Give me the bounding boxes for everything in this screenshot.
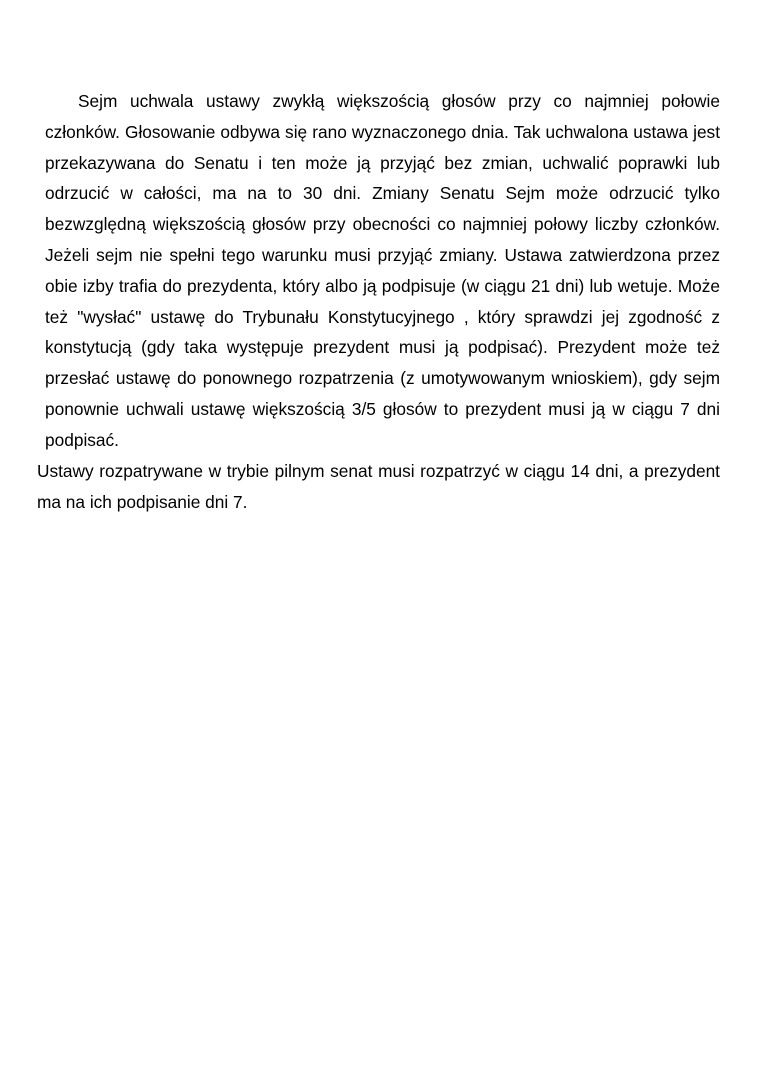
paragraph-urgent-procedure: Ustawy rozpatrywane w trybie pilnym senat musi rozpatrzyć w ciągu 14 dni, a prezydent ma na ich podpisanie dni 7. (37, 461, 720, 512)
paragraph-legislative-process: Sejm uchwala ustawy zwykłą większością głosów przy co najmniej połowie członków. Głosowanie odbywa się rano wyznaczonego dnia. Tak uchwalona ustawa jest przekazywana do Senatu i ten może ją przyjąć bez zmian, uchwalić poprawki lub odrzucić w całości, ma na to 30 dni. Zmiany Senatu Sejm może odrzucić tylko bezwzględną większością głosów przy obecności co najmniej połowy liczby członków. Jeżeli sejm nie spełni tego warunku musi przyjąć zmiany. Ustawa zatwierdzona przez obie izby trafia do prezydenta, który albo ją podpisuje (w ciągu 21 dni) lub wetuje. Może też "wysłać" ustawę do Trybunału Konstytucyjnego , który sprawdzi jej zgodność z konstytucją (gdy taka występuje prezydent musi ją podpisać). Prezydent może też przesłać ustawę do ponownego rozpatrzenia (z umotywowanym wnioskiem), gdy sejm ponownie uchwali ustawę większością 3/5 głosów to prezydent musi ją w ciągu 7 dni podpisać. (45, 91, 720, 450)
